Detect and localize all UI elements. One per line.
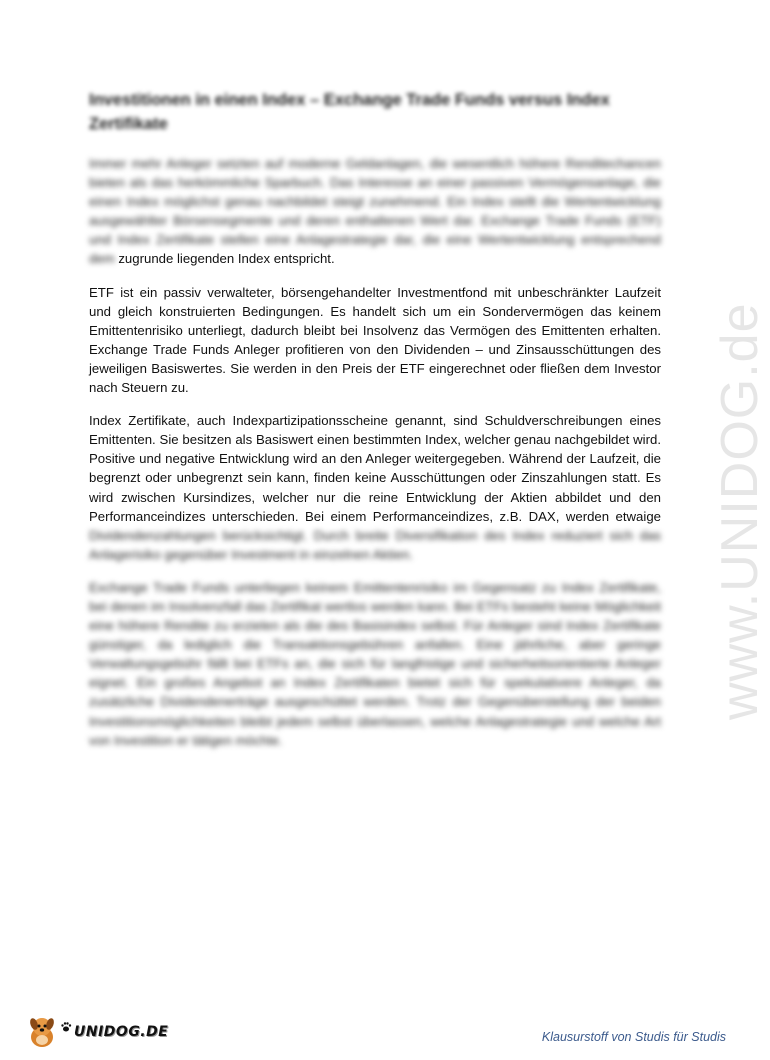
logo-text: UNIDOG.DE bbox=[74, 1024, 169, 1040]
paragraph-intro-blurred: Immer mehr Anleger setzten auf moderne Geldanlagen, die wesentlich höhere Renditechancen bieten als das herkömmliche Sparbuch. Das Interesse an einer passiven Vermögensanlage, die einen Index möglichst genau nachbildet steigt zunehmend. Ein Index stellt die Wertentwicklung ausgewählter Börsensegmente und deren enthaltenen Wert dar. Exchange Trade Funds (ETF) und Index Zertifikate stellen eine Anlagestrategie dar, die eine Wertentwicklung entsprechend dem bbox=[89, 156, 661, 267]
unidog-logo[interactable] bbox=[26, 1014, 168, 1050]
paragraph-index-zertifikate-blurred: Dividendenzahlungen berücksichtigt. Durch breite Diversifikation des Index reduziert sich das Anlagerisiko gegenüber Investment in einzelnen Aktien. bbox=[89, 527, 661, 562]
watermark-text: www.UNIDOG.de bbox=[711, 302, 769, 720]
paragraph-index-zertifikate bbox=[89, 411, 661, 564]
paragraph-comparison: Exchange Trade Funds unterliegen keinem Emittentenrisiko im Gegensatz zu Index Zertifikate, bei denen im Insolvenzfall das Zertifikat wertlos werden kann. Bei ETFs besteht keine Möglichkeit eine höhere Rendite zu erzielen als die des Basisindex selbst. Für Anleger sind Index Zertifikate günstiger, da lediglich die Transaktionsgebühren anfallen. Eine jährliche, aber geringe Verwaltungsgebühr fällt bei ETFs an, die sich für langfristige und sicherheitsorientierte Anleger eignet. Ein großes Angebot an Index Zertifikaten bietet sich für spekulativere Anleger, da zusätzliche Dividendenerträge ausgeschüttet werden. Trotz der Gegenüberstellung der beiden Investitionsmöglichkeiten bleibt jedem selbst überlassen, welche Anlagestrategie und welche Art von Investition er tätigen möchte. bbox=[89, 579, 661, 748]
footer-tagline: Klausurstoff von Studis für Studis bbox=[541, 1030, 726, 1044]
paw-icon bbox=[60, 1021, 72, 1033]
paragraph-intro bbox=[89, 154, 661, 269]
paragraph-etf: ETF ist ein passiv verwalteter, börsengehandelter Investmentfond mit unbeschränkter Laufzeit und gleich konstruierten Bedingungen. Es handelt sich um ein Sondervermögen das keinem Emittentenrisiko unterliegt, dadurch bleibt bei Insolvenz das Vermögen des Emittenten erhalten. Exchange Trade Funds Anleger profitieren von den Dividenden – und Zinsausschüttungen des jeweiligen Basiswertes. Sie werden in den Preis der ETF eingerechnet oder fließen dem Investor nach Steuern zu. bbox=[89, 284, 661, 396]
paragraph-index-zertifikate-visible: Index Zertifikate, auch Indexpartizipationsscheine genannt, sind Schuldverschreibungen eines Emittenten. Sie besitzen als Basiswert einen bestimmten Index, welcher genau nachgebildet wird. Positive und negative Entwicklung wird an den Anleger weitergegeben. Während der Laufzeit, die begrenzt oder unbegrenzt sein kann, finden keine Ausschüttungen oder Zinszahlungen statt. Es wird zwischen Kursindizes, welcher nur die reine Entwicklung der Aktien abbildet und den Performanceindizes unterschieden. Bei einem Performanceindizes, z.B. DAX, werden etwaige bbox=[89, 413, 661, 524]
document-title: Investitionen in einen Index – Exchange Trade Funds versus Index Zertifikate bbox=[89, 91, 610, 133]
document-body bbox=[89, 88, 661, 764]
paragraph-intro-visible: zugrunde liegenden Index entspricht. bbox=[118, 251, 335, 267]
dog-mascot-icon bbox=[26, 1015, 58, 1049]
